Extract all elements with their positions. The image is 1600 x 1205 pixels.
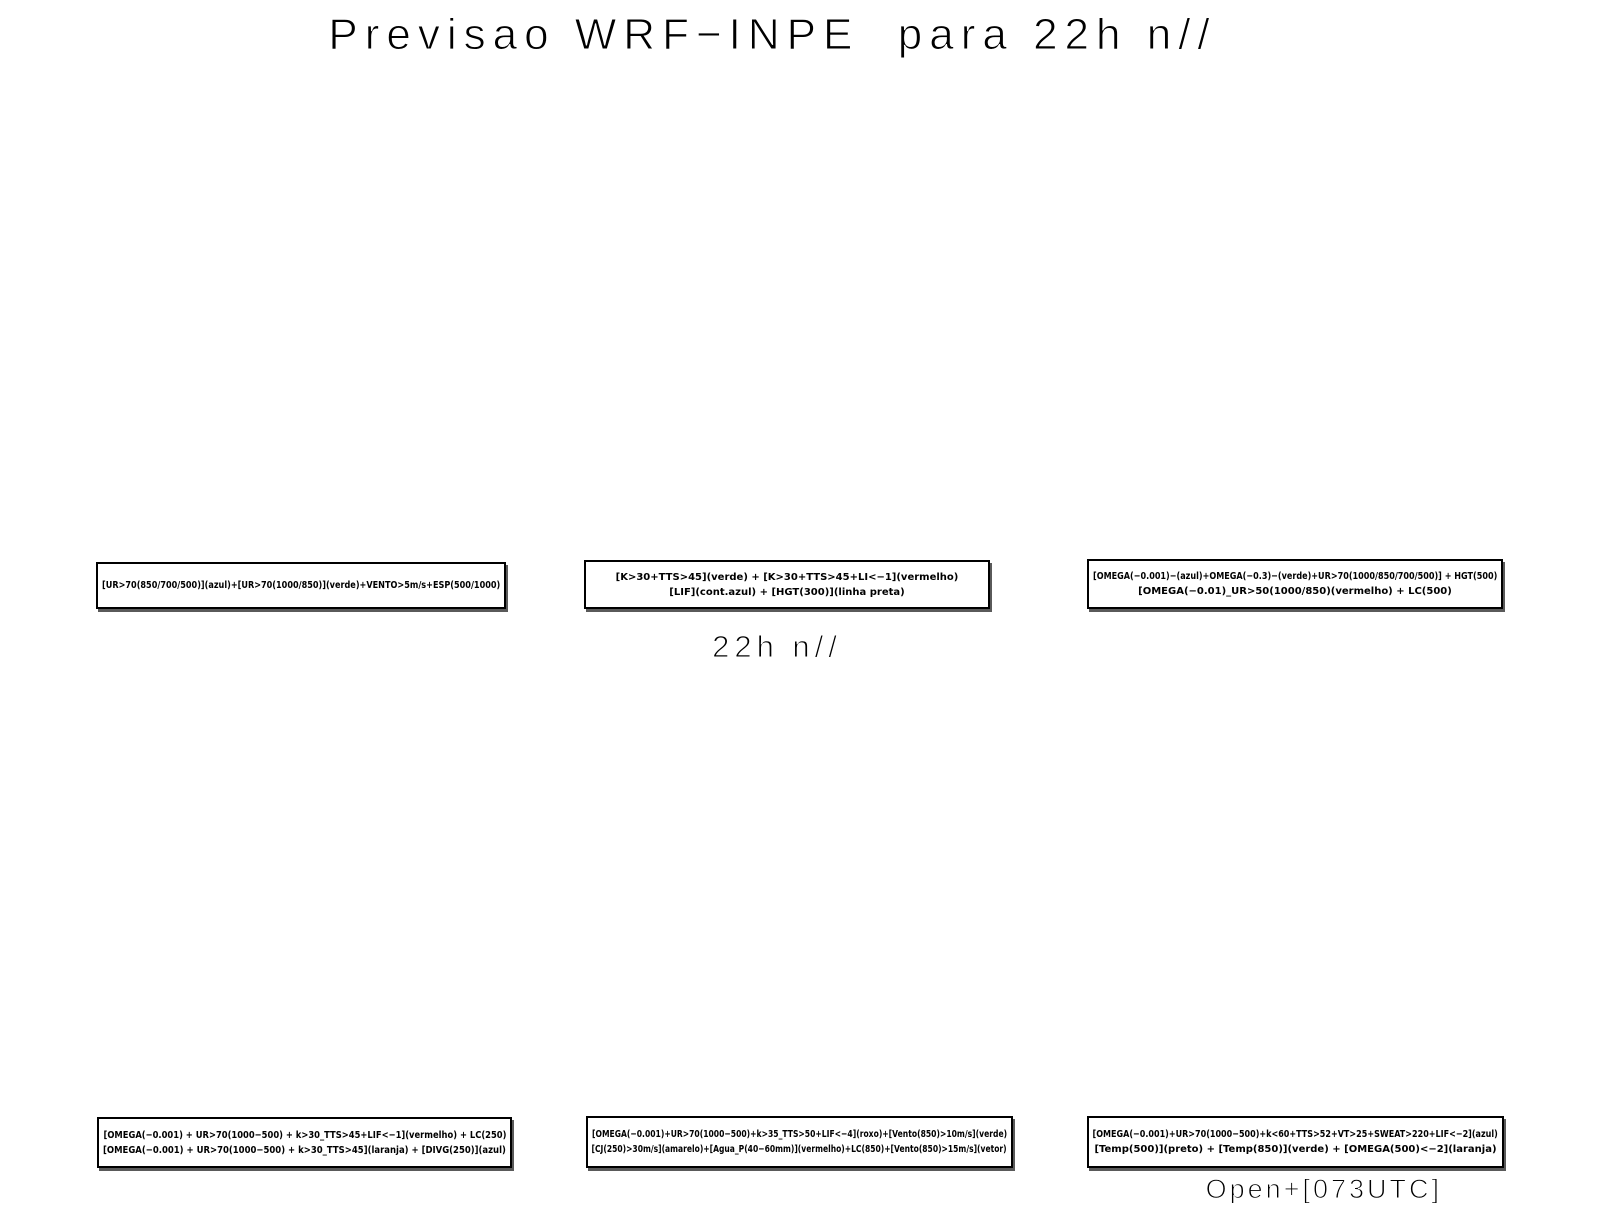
legend-line: [UR>70(850/700/500)](azul)+[UR>70(1000/850)](verde)+VENTO>5m/s+ESP(500/1000)	[101, 580, 501, 591]
legend-box-bottom-middle	[586, 1116, 1013, 1168]
legend-box-top-right	[1087, 559, 1503, 609]
legend-box-top-middle	[584, 560, 990, 609]
legend-box-top-left	[96, 562, 506, 609]
legend-line: [LIF](cont.azul) + [HGT(300)](linha preta)	[669, 586, 905, 598]
legend-line: [OMEGA(−0.001)+UR>70(1000−500)+k>35_TTS>50+LIF<−4](roxo)+[Vento(850)>10m/s](verde)	[591, 1129, 1008, 1140]
legend-line: [OMEGA(−0.001)−(azul)+OMEGA(−0.3)−(verde)+UR>70(1000/850/700/500)] + HGT(500)	[1092, 571, 1498, 582]
legend-box-bottom-right	[1087, 1116, 1504, 1168]
legend-line: [Temp(500)](preto) + [Temp(850)](verde) + [OMEGA(500)<−2](laranja)	[1094, 1144, 1497, 1155]
timestamp-label: Open+[073UTC]	[1205, 1174, 1442, 1204]
legend-line: [OMEGA(−0.001) + UR>70(1000−500) + k>30_TTS>45](laranja) + [DIVG(250)](azul)	[103, 1144, 506, 1156]
legend-line: [K>30+TTS>45](verde) + [K>30+TTS>45+LI<−1](vermelho)	[615, 571, 959, 583]
legend-box-bottom-left	[97, 1117, 512, 1168]
legend-line: [OMEGA(−0.01)_UR>50(1000/850)(vermelho) + LC(500)	[1138, 586, 1452, 597]
legend-line: [CJ(250)>30m/s](amarelo)+[Agua_P(40−60mm)](vermelho)+LC(850)+[Vento(850)>15m/s](vetor)	[591, 1144, 1008, 1155]
page-title: Previsao WRF−INPE para 22h n//	[328, 10, 1217, 59]
legend-line: [OMEGA(−0.001)+UR>70(1000−500)+k<60+TTS>52+VT>25+SWEAT>220+LIF<−2](azul)	[1092, 1129, 1499, 1140]
legend-line: [OMEGA(−0.001) + UR>70(1000−500) + k>30_TTS>45+LIF<−1](vermelho) + LC(250)	[103, 1129, 506, 1141]
panel-row-label: 22h n//	[712, 629, 842, 664]
